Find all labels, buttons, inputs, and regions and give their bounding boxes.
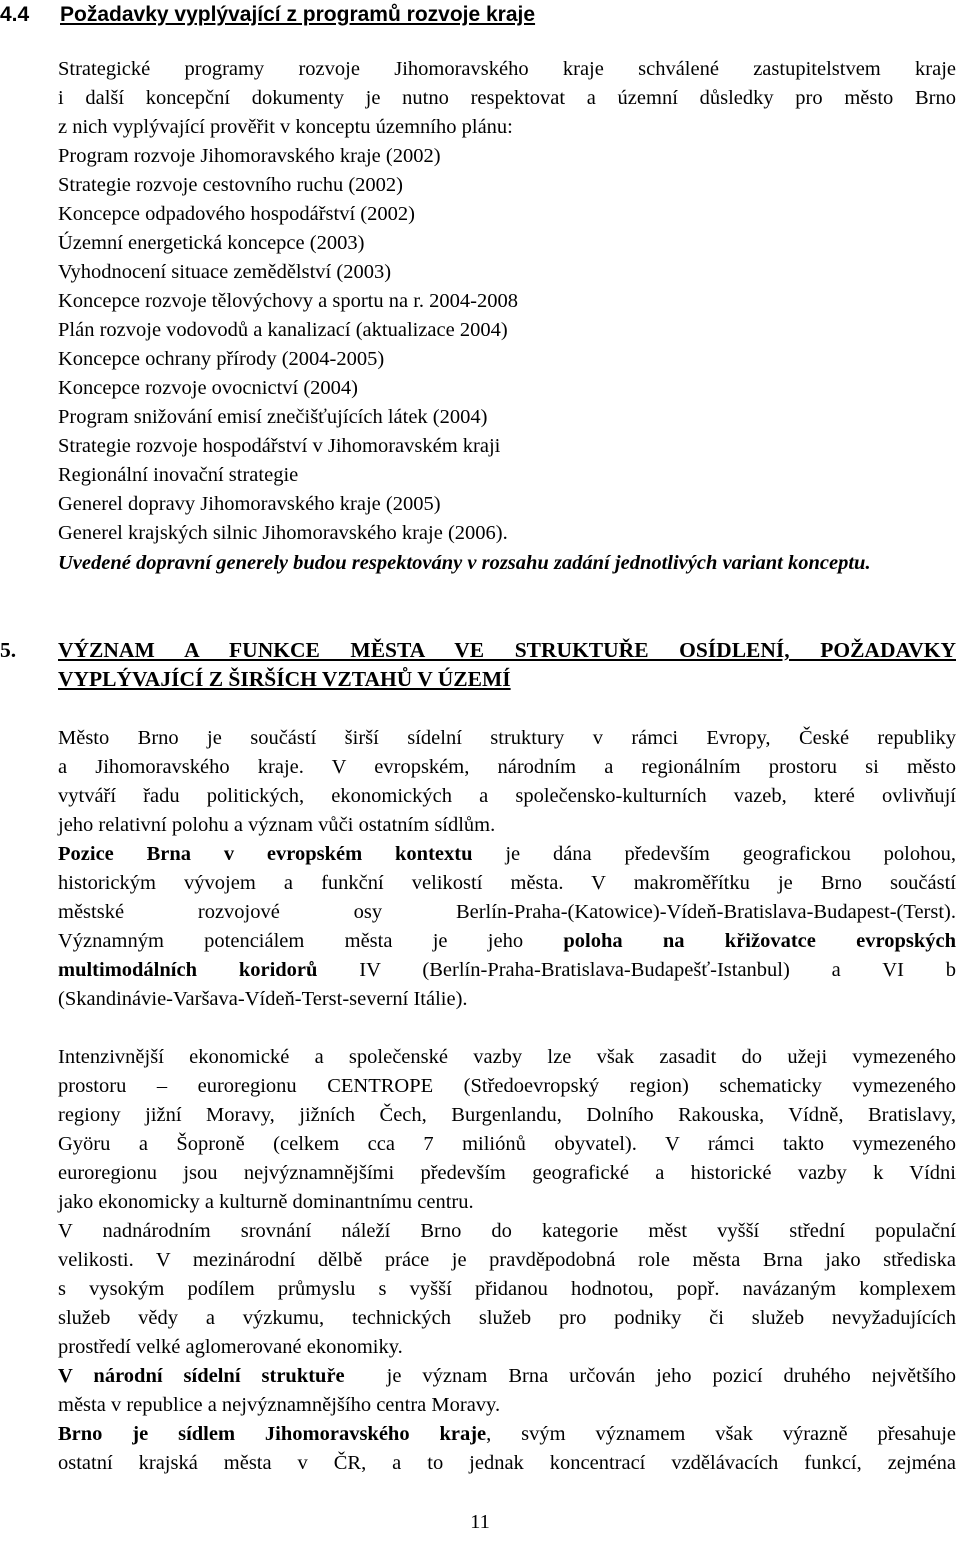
text-line: Györu a Šoproně (celkem cca 7 miliónů obyvatel). V rámci takto vymezeného [58,1133,956,1155]
list-item: Strategie rozvoje cestovního ruchu (2002) [58,174,403,196]
text-line: prostoru – euroregionu CENTROPE (Středoevropský region) schematicky vymezeného [58,1075,956,1097]
text-line: velikosti. V mezinárodní dělbě práce je pravděpodobná role města Brna jako střediska [58,1249,956,1271]
list-item: Koncepce rozvoje tělovýchovy a sportu na r. 2004-2008 [58,290,518,312]
text-line: s vysokým podílem průmyslu s vyšší přidanou hodnotou, popř. navázaným komplexem [58,1278,956,1300]
text-line [58,1420,956,1449]
section-number: 5. [0,638,17,662]
traffic-note [58,549,956,578]
list-item: Program snižování emisí znečišťujících látek (2004) [58,406,488,428]
list-item: Generel dopravy Jihomoravského kraje (2005) [58,493,441,515]
list-item: Koncepce odpadového hospodářství (2002) [58,203,415,225]
text-line: jako ekonomicky a kulturně dominantnímu centru. [58,1191,474,1213]
page-number: 11 [470,1511,490,1533]
text-line [58,927,956,956]
text-line: jeho relativní polohu a význam vůči ostatním sídlům. [58,814,496,836]
text-run: je význam Brna určován jeho pozicí druhého největšího [344,1365,956,1387]
paragraph-european-context [58,840,956,1014]
text-line: vytváří řadu politických, ekonomických a společensko-kulturních vazeb, které ovlivňují [58,785,956,807]
intro-line: i další koncepční dokumenty je nutno respektovat a územní důsledky pro město Brno [58,87,956,109]
section-title-line: VYPLÝVAJÍCÍ Z ŠIRŠÍCH VZTAHŮ V ÚZEMÍ [58,667,511,691]
text-run: IV (Berlín-Praha-Bratislava-Budapešť-Istanbul) a VI b [317,959,957,981]
text-line: prostředí velké aglomerované ekonomiky. [58,1336,403,1358]
list-item: Strategie rozvoje hospodářství v Jihomoravském kraji [58,435,501,457]
text-line [58,840,956,869]
text-line: a Jihomoravského kraje. V evropském, národním a regionálním prostoru si město [58,756,956,778]
text-run: je dána především geografickou polohou, [472,843,956,865]
section-number: 4.4 [0,3,30,26]
list-item: Generel krajských silnic Jihomoravského kraje (2006). [58,522,508,544]
text-line: Město Brno je součástí širší sídelní struktury v rámci Evropy, České republiky [58,727,956,749]
text-line: ostatní krajská města v ČR, a to jednak koncentrací vzdělávacích funkcí, zejména [58,1452,956,1474]
list-item: Vyhodnocení situace zemědělství (2003) [58,261,392,283]
section-title-line: VÝZNAM A FUNKCE MĚSTA VE STRUKTUŘE OSÍDLENÍ, POŽADAVKY [58,638,956,662]
text-line: Intenzivnější ekonomické a společenské vazby lze však zasadit do užeji vymezeného [58,1046,956,1068]
bold-phrase: multimodálních koridorů [58,959,318,981]
bold-phrase: poloha na křižovatce evropských [563,930,956,952]
text-line [58,1362,956,1391]
intro-line: z nich vyplývající prověřit v konceptu územního plánu: [58,116,513,138]
text-line: služeb vědy a výzkumu, technických služeb pro podniky či služeb nevyžadujících [58,1307,956,1329]
text-line: města v republice a nejvýznamnějšího centra Moravy. [58,1394,501,1416]
section-title [58,636,956,694]
text-line: (Skandinávie-Varšava-Vídeň-Terst-severní Itálie). [58,988,468,1010]
text-line [58,956,956,985]
paragraph-international [58,1217,956,1362]
paragraph-national [58,1362,956,1420]
intro-line: Strategické programy rozvoje Jihomoravského kraje schválené zastupitelstvem kraje [58,58,956,80]
list-item: Program rozvoje Jihomoravského kraje (2002) [58,145,441,167]
text-line: historickým vývojem a funkční velikostí města. V makroměřítku je Brno součástí [58,872,956,894]
paragraph-regional [58,1420,956,1478]
bold-phrase: V národní sídelní struktuře [58,1365,345,1387]
note-line: konceptu. [788,552,871,574]
bold-phrase: Brno je sídlem Jihomoravského kraje [58,1423,487,1445]
list-item: Koncepce ochrany přírody (2004-2005) [58,348,385,370]
bold-phrase: Pozice Brna v evropském kontextu [58,843,473,865]
list-item: Územní energetická koncepce (2003) [58,232,365,254]
note-line: Uvedené dopravní generely budou respektovány v rozsahu zadání jednotlivých variant [58,552,783,574]
text-line: regiony jižní Moravy, jižních Čech, Burgenlandu, Dolního Rakouska, Vídně, Bratislavy, [58,1104,956,1126]
list-item: Plán rozvoje vodovodů a kanalizací (aktualizace 2004) [58,319,508,341]
text-line: městské rozvojové osy Berlín-Praha-(Katowice)-Vídeň-Bratislava-Budapest-(Terst). [58,901,956,923]
list-item: Regionální inovační strategie [58,464,299,486]
text-line: V nadnárodním srovnání náleží Brno do kategorie měst vyšší střední populační [58,1220,956,1242]
section-title: Požadavky vyplývající z programů rozvoje kraje [60,3,536,26]
paragraph-brno-structure [58,724,956,840]
paragraph-centrope [58,1043,956,1217]
text-run: , svým významem však výrazně přesahuje [486,1423,957,1445]
list-item: Koncepce rozvoje ovocnictví (2004) [58,377,358,399]
text-line: euroregionu jsou nejvýznamnějšími především geografické a historické vazby k Vídni [58,1162,956,1184]
text-run: Významným potenciálem města je jeho [58,930,564,952]
